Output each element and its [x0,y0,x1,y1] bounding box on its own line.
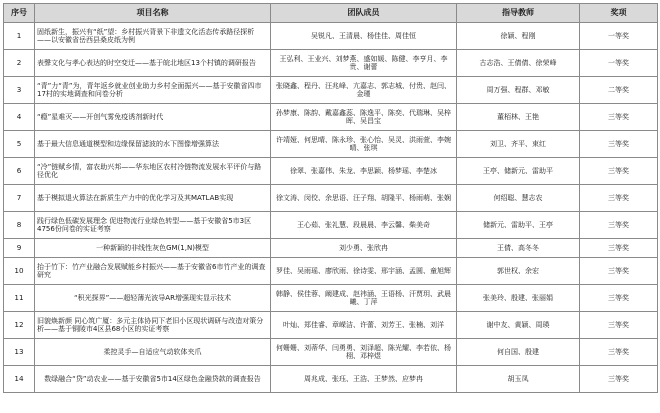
team-members: 王心茹、张礼慧、段晨晨、李云馨、柴美奇 [271,212,457,239]
table-row [4,258,658,285]
team-members: 韩静、侯佳蓉、阚建成、赵祎涵、王语杨、汗贾玥、武晨曦、丁萍 [271,285,457,312]
project-name: “瘾”星难灭——开创气雾免疫诱剂新时代 [35,104,271,131]
row-number: 9 [4,239,35,258]
advisor: 徐颖、程刚 [457,23,580,50]
row-number: 8 [4,212,35,239]
team-members: 何姗姗、刘蒂华、闫勇勇、刘泽超、陈光耀、李若依、杨栩、邓梓煜 [271,339,457,366]
table-row [4,50,658,77]
advisor: 董栢林、王艳 [457,104,580,131]
award: 一等奖 [580,23,658,50]
row-number: 1 [4,23,35,50]
advisor: 王倩、高冬冬 [457,239,580,258]
award: 三等奖 [580,104,658,131]
award: 三等奖 [580,239,658,258]
team-members: 王弘利、王业兴、刘梦燕、盛如媛、陈健、李亨月、李贵、谢蕾 [271,50,457,77]
award: 三等奖 [580,258,658,285]
table-row [4,185,658,212]
award: 三等奖 [580,185,658,212]
header-team-members: 团队成员 [271,4,457,23]
team-members: 徐文涛、闵佼、余思语、汪子翔、胡隆平、杨雨萌、张娴 [271,185,457,212]
table-row [4,131,658,158]
team-members: 叶灿、郑佳睿、章嵘洁、许蕾、刘芳王、张楠、刘洋 [271,312,457,339]
award: 三等奖 [580,158,658,185]
advisor: 胡玉凤 [457,366,580,393]
row-number: 5 [4,131,35,158]
advisor: 周万强、程群、邓敏 [457,77,580,104]
table-row [4,104,658,131]
team-members: 罗佳、吴雨瑶、廖欣雨、徐诗雯、邢宇涵、孟圆、童旭辉 [271,258,457,285]
row-number: 6 [4,158,35,185]
row-number: 3 [4,77,35,104]
table-row [4,158,658,185]
advisor: 张美玲、殷建、张丽娟 [457,285,580,312]
project-name: 践行绿色低碳发展理念 促进物流行业绿色转型——基于安徽省5市3区4756份问卷的实证考察 [35,212,271,239]
project-name: 抬于竹下：竹产业融合发展赋能乡村振兴——基于安徽省6市竹产业的调查研究 [35,258,271,285]
team-members: 周兆成、张珏、王浩、王梦然、应梦冉 [271,366,457,393]
project-name: “积光探界”——超轻薄光波导AR增强现实显示技术 [35,285,271,312]
advisor: 储新元、雷助平、王亭 [457,212,580,239]
advisor: 何自国、殷建 [457,339,580,366]
row-number: 11 [4,285,35,312]
row-number: 10 [4,258,35,285]
table-row [4,366,658,393]
row-number: 12 [4,312,35,339]
table-row [4,212,658,239]
row-number: 13 [4,339,35,366]
awards-table [3,3,658,393]
row-number: 4 [4,104,35,131]
project-name: 固纸新生，振兴有“纸”望：乡村振兴背景下非遗文化活态传承路径探析——以安徽省岳西县桑皮纸为例 [35,23,271,50]
project-name: “冷”链赋乡情，富农助兴邦——华东地区农村冷链物流发展水平评价与路径优化 [35,158,271,185]
team-members: 张晓鑫、程丹、汪兆峰、亢嘉志、郭志城、付贵、赵闫、金瑾 [271,77,457,104]
award: 三等奖 [580,339,658,366]
award: 一等奖 [580,50,658,77]
table-row [4,285,658,312]
team-members: 徐翠、张嘉伟、朱龙、李思颖、杨梦瑶、李楚冰 [271,158,457,185]
advisor: 谢中友、黄颖、周瑛 [457,312,580,339]
team-members: 刘少勇、张欣冉 [271,239,457,258]
row-number: 14 [4,366,35,393]
award: 三等奖 [580,285,658,312]
award: 三等奖 [580,131,658,158]
project-name: 一种新颖的非线性灰色GM(1,N)模型 [35,239,271,258]
project-name: 数绿融合“贷”动农业——基于安徽省5市14区绿色金融贷款的调查报告 [35,366,271,393]
award: 三等奖 [580,312,658,339]
header-row [4,4,658,23]
header-no: 序号 [4,4,35,23]
advisor: 刘卫、齐平、束红 [457,131,580,158]
project-name: 柔控灵手—自适应气动软体夹爪 [35,339,271,366]
advisor: 古志浩、王倩倩、徐荣峰 [457,50,580,77]
table-row [4,312,658,339]
project-name: “青”力“青”为，青年返乡就业创业助力乡村全面振兴——基于安徽省四市17村的实地调查和问卷分析 [35,77,271,104]
table-row [4,239,658,258]
awards-table-container [3,3,657,393]
advisor: 何绍聪、慧志农 [457,185,580,212]
table-row [4,339,658,366]
row-number: 7 [4,185,35,212]
team-members: 孙梦康、陈韵、戴嘉鑫蕊、陈逸平、陈奕、代瑞琳、吴梓晖、吴昌宝 [271,104,457,131]
award: 三等奖 [580,366,658,393]
row-number: 2 [4,50,35,77]
award: 三等奖 [580,212,658,239]
project-name: 基于模拟退火算法在新质生产力中的优化学习及其MATLAB实现 [35,185,271,212]
advisor: 王亭、储新元、雷助平 [457,158,580,185]
header-advisor: 指导教师 [457,4,580,23]
award: 二等奖 [580,77,658,104]
table-row [4,23,658,50]
team-members: 许靖娅、何思晴、陈永珍、张心怡、吴灵、洪雨萱、李婉晴、张琪 [271,131,457,158]
header-project-name: 项目名称 [35,4,271,23]
advisor: 郭世权、余宏 [457,258,580,285]
project-name: 旧貌焕新颜 同心筑广厦：多元主体协同下老旧小区现状调研与改造对策分析——基于铜陵市4区县68小区的实证考察 [35,312,271,339]
team-members: 吴锐凡、王清晨、杨佳佳、周佳恒 [271,23,457,50]
project-name: 表聲文化与孝心表达的时空变迁——基于皖北地区13个村镇的调研报告 [35,50,271,77]
header-award: 奖项 [580,4,658,23]
project-name: 基于最大信息通道模型和边缘保留滤波的水下图像增强算法 [35,131,271,158]
table-row [4,77,658,104]
